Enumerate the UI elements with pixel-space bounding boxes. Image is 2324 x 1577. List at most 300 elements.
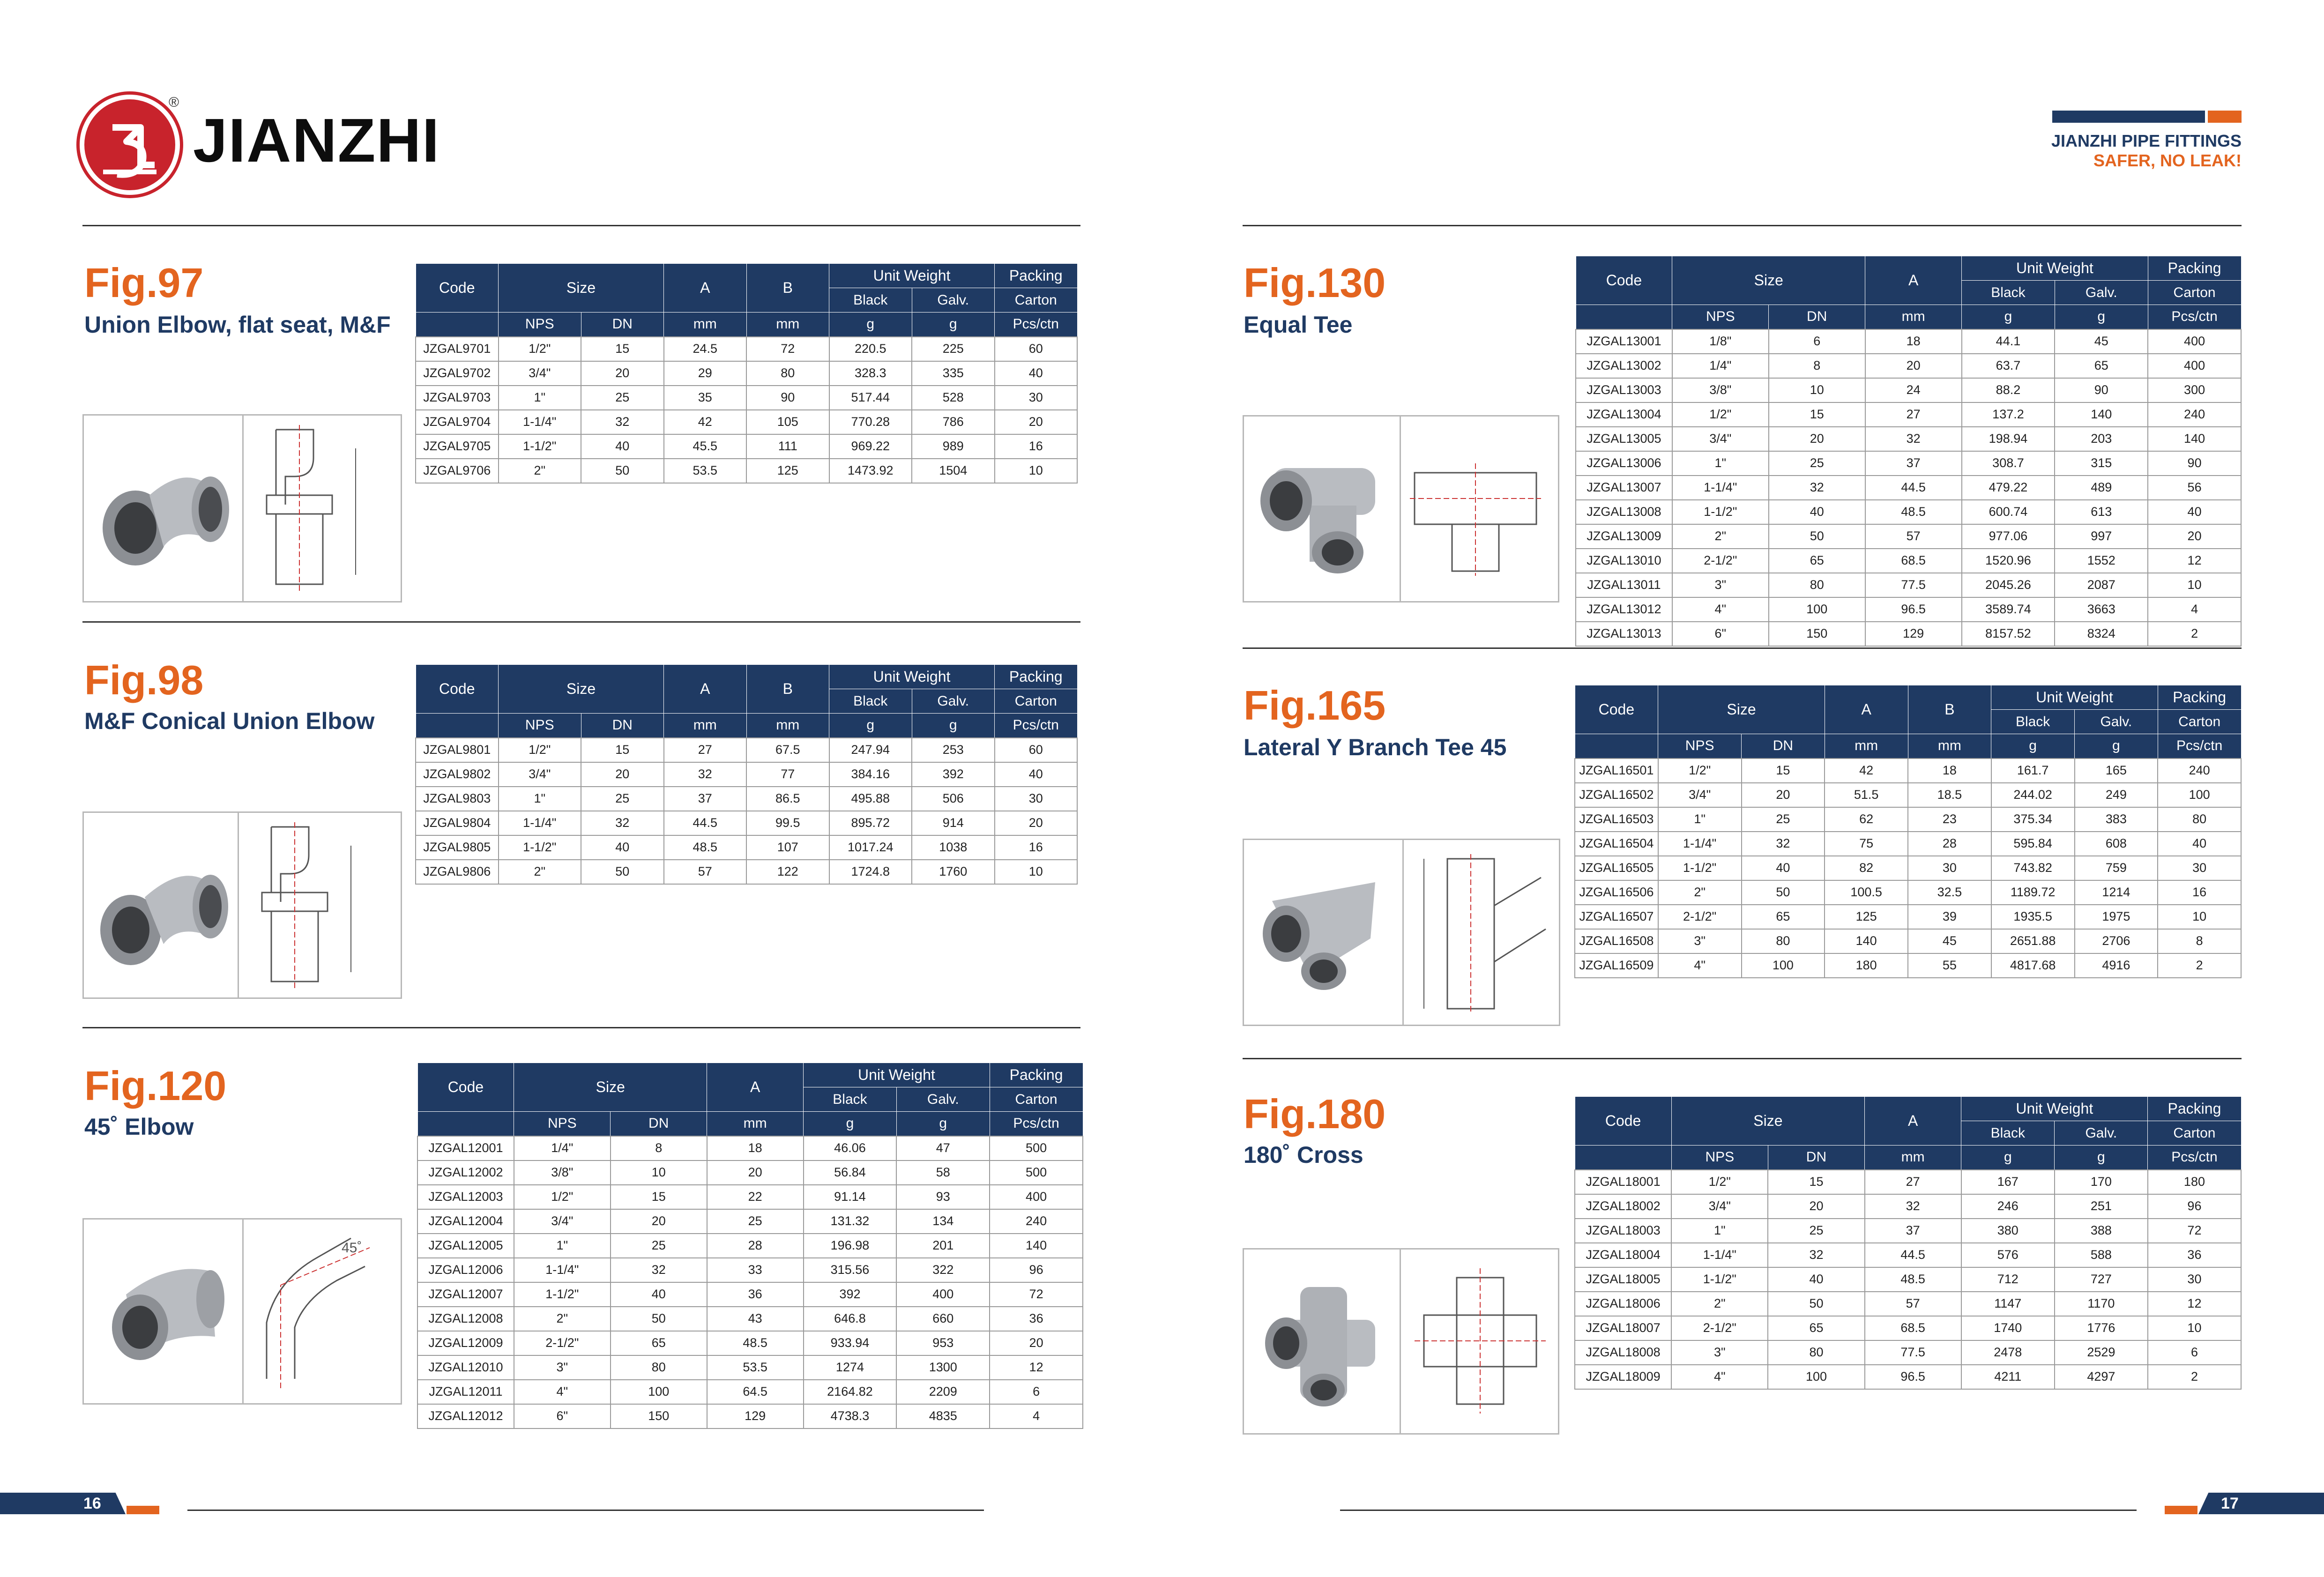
table-cell: 100 [1769,597,1865,622]
table-cell: 743.82 [1991,856,2075,880]
table-cell: 50 [581,459,664,483]
table-cell: 1/4" [1672,354,1769,378]
table-cell: 72 [990,1282,1083,1307]
table-cell: 43 [707,1307,804,1331]
table-cell: 86.5 [746,787,829,811]
fig-number: Fig.130 [1244,260,1386,306]
table-cell: 32 [611,1258,707,1282]
table-row [1576,622,2241,646]
table-cell: 60 [995,337,1078,361]
table-cell: 977.06 [1962,524,2055,549]
table-cell: 80 [746,361,829,386]
cross-photo-icon [1253,1273,1394,1413]
table-cell: 47 [896,1136,990,1160]
equal-tee-drawing-icon [1405,435,1555,585]
table-row [416,386,1077,410]
table-cell: 1/2" [499,337,581,361]
table-row [1575,929,2241,953]
table-cell: 40 [995,762,1078,787]
table-row [1575,880,2241,905]
table-cell: JZGAL18006 [1575,1292,1671,1316]
table-cell: 58 [896,1160,990,1185]
table-cell: 68.5 [1865,549,1962,573]
table-cell: JZGAL16502 [1575,783,1658,807]
table-cell: 125 [746,459,829,483]
table-cell: 90 [746,386,829,410]
table-cell: 253 [912,738,995,762]
table-cell: JZGAL13008 [1576,500,1672,524]
table-row [416,787,1077,811]
table-cell: JZGAL18004 [1575,1243,1671,1267]
col-header-dn: DN [581,714,664,738]
col-header-carton: Carton [995,288,1078,312]
table-cell: 50 [1768,1292,1864,1316]
table-row [1575,1170,2241,1194]
table-cell: JZGAL13002 [1576,354,1672,378]
table-cell: 111 [746,434,829,459]
table-cell: 18 [1865,329,1962,354]
table-cell: 383 [2075,807,2158,832]
product-image-box [1243,839,1560,1026]
col-header-a: A [664,264,747,312]
col-header-size: Size [1658,685,1825,734]
table-row [417,1160,1083,1185]
table-cell: JZGAL13009 [1576,524,1672,549]
product-image-box [82,1218,402,1405]
table-cell: 100 [1768,1365,1864,1389]
table-cell: 35 [664,386,747,410]
table-cell: 247.94 [829,738,912,762]
table-cell: 45.5 [664,434,747,459]
col-header-unit-g: g [912,714,995,738]
col-header-unit-mm: mm [1908,734,1991,759]
table-cell: 2 [2148,622,2241,646]
table-cell: 1-1/2" [1658,856,1742,880]
table-cell: 1552 [2055,549,2148,573]
table-cell: 660 [896,1307,990,1331]
table-cell: 100.5 [1825,880,1908,905]
table-row [1576,524,2241,549]
table-cell: 600.74 [1962,500,2055,524]
brand-name: JIANZHI [193,106,440,175]
col-header-code: Code [416,665,499,714]
table-cell: 180 [1825,953,1908,978]
table-cell: 10 [995,860,1078,884]
table-row [417,1282,1083,1307]
table-cell: 40 [995,361,1078,386]
table-cell: 400 [2148,354,2241,378]
col-header-unit-weight: Unit Weight [804,1063,990,1087]
table-cell: 6 [2148,1340,2241,1365]
table-cell: 20 [995,811,1078,835]
table-cell: 249 [2075,783,2158,807]
table-row [416,738,1077,762]
table-row [1575,807,2241,832]
table-cell: 308.7 [1962,451,2055,476]
table-cell: JZGAL18002 [1575,1194,1671,1219]
table-cell: 44.5 [664,811,747,835]
table-cell: 6 [1769,329,1865,354]
table-cell: JZGAL12012 [417,1404,514,1428]
table-cell: 1189.72 [1991,880,2075,905]
table-cell: 50 [611,1307,707,1331]
fig-name: Union Elbow, flat seat, M&F [84,312,391,338]
product-image-box [82,811,402,999]
table-cell: 22 [707,1185,804,1209]
table-cell: 328.3 [829,361,912,386]
table-cell: 80 [611,1355,707,1380]
table-cell: JZGAL12010 [417,1355,514,1380]
col-header-unit-mm: mm [707,1112,804,1136]
table-cell: 1520.96 [1962,549,2055,573]
table-row [1576,573,2241,597]
col-header-unit-pcs: Pcs/ctn [2158,734,2241,759]
union-elbow-photo-icon [93,434,234,584]
section-divider [1243,1058,2242,1059]
table-cell: JZGAL18009 [1575,1365,1671,1389]
table-cell: 392 [804,1282,897,1307]
page-tab-right [2198,1493,2324,1514]
table-row [1576,427,2241,451]
table-cell: 240 [2148,402,2241,427]
table-cell: 528 [912,386,995,410]
45-elbow-photo-icon [98,1243,238,1384]
table-cell: 180 [2148,1170,2241,1194]
col-header-code: Code [1576,256,1672,305]
product-image-box [1243,415,1559,603]
table-cell: 32 [581,811,664,835]
table-row [1575,1316,2241,1340]
table-cell: 25 [611,1234,707,1258]
table-cell: 10 [995,459,1078,483]
footer-rule [187,1510,984,1511]
table-cell: 3" [1672,573,1769,597]
table-cell: 1975 [2075,905,2158,929]
table-cell: 36 [990,1307,1083,1331]
col-header-size: Size [499,264,664,312]
table-cell: JZGAL12002 [417,1160,514,1185]
table-cell: 786 [912,410,995,434]
table-cell: JZGAL9802 [416,762,499,787]
table-cell: 96 [990,1258,1083,1282]
product-image-box [1243,1248,1559,1435]
table-cell: 100 [2158,783,2241,807]
table-cell: 40 [581,434,664,459]
table-cell: 8 [611,1136,707,1160]
table-cell: 1-1/4" [499,410,581,434]
col-header-dn: DN [1742,734,1825,759]
table-cell: 32 [1768,1243,1864,1267]
col-header-carton: Carton [995,689,1078,714]
table-cell: 953 [896,1331,990,1355]
table-cell: 1/8" [1672,329,1769,354]
table-cell: 8 [1769,354,1865,378]
table-row [1575,1267,2241,1292]
table-cell: 3" [514,1355,611,1380]
col-header-unit-g: g [896,1112,990,1136]
table-cell: 1170 [2055,1292,2148,1316]
fig-number: Fig.120 [84,1063,227,1109]
table-cell: 1" [514,1234,611,1258]
table-row [417,1234,1083,1258]
col-header-unit-pcs: Pcs/ctn [990,1112,1083,1136]
table-cell: 2706 [2075,929,2158,953]
table-cell: 10 [611,1160,707,1185]
table-row [1575,953,2241,978]
table-cell: 16 [2158,880,2241,905]
table-cell: 129 [1865,622,1962,646]
table-cell: JZGAL9701 [416,337,499,361]
spec-table-fig180 [1574,1096,2242,1390]
table-cell: 140 [2148,427,2241,451]
table-row [416,860,1077,884]
table-row [417,1258,1083,1282]
table-cell: 40 [1742,856,1825,880]
table-cell: 32 [664,762,747,787]
table-cell: 134 [896,1209,990,1234]
table-cell: 140 [1825,929,1908,953]
table-cell: 27 [664,738,747,762]
table-cell: JZGAL16506 [1575,880,1658,905]
table-cell: 32.5 [1908,880,1991,905]
table-cell: 989 [912,434,995,459]
col-header-nps: NPS [499,312,581,337]
col-header-size: Size [514,1063,707,1112]
page-tab-left [0,1493,126,1514]
col-header-blank [1575,734,1658,759]
table-cell: 6" [514,1404,611,1428]
table-cell: 44.1 [1962,329,2055,354]
col-header-size: Size [1671,1097,1864,1146]
table-cell: 315 [2055,451,2148,476]
table-cell: 32 [1865,1194,1961,1219]
table-cell: 37 [1865,1219,1961,1243]
table-cell: 45 [2055,329,2148,354]
col-header-carton: Carton [2148,281,2241,305]
table-cell: 32 [1865,427,1962,451]
table-cell: 1/2" [1658,759,1742,783]
table-row [1575,1292,2241,1316]
table-cell: 388 [2055,1219,2148,1243]
page-tab-accent [2165,1506,2197,1514]
col-header-blank [416,714,499,738]
table-row [1575,759,2241,783]
table-cell: 12 [990,1355,1083,1380]
table-row [1575,1365,2241,1389]
y-branch-tee-drawing-icon [1405,849,1560,1018]
table-cell: 3663 [2055,597,2148,622]
table-cell: 1-1/4" [1672,476,1769,500]
table-cell: 8324 [2055,622,2148,646]
table-cell: 246 [1961,1194,2055,1219]
table-cell: 225 [912,337,995,361]
table-cell: 15 [1742,759,1825,783]
table-cell: 2-1/2" [1671,1316,1768,1340]
logo-mark-icon [84,99,175,190]
y-branch-tee-photo-icon [1253,863,1394,1004]
col-header-galv: Galv. [2055,1121,2148,1146]
table-row [1576,378,2241,402]
table-cell: 131.32 [804,1209,897,1234]
table-cell: 18 [1908,759,1991,783]
table-cell: 770.28 [829,410,912,434]
table-cell: 1/2" [1671,1170,1768,1194]
fig-number: Fig.165 [1244,682,1386,729]
table-cell: 315.56 [804,1258,897,1282]
table-cell: 1-1/2" [1672,500,1769,524]
table-cell: 244.02 [1991,783,2075,807]
col-header-nps: NPS [514,1112,611,1136]
table-cell: 400 [2148,329,2241,354]
table-cell: 20 [1768,1194,1864,1219]
col-header-unit-g: g [1961,1146,2055,1170]
table-cell: 36 [2148,1243,2241,1267]
table-cell: 3/8" [1672,378,1769,402]
col-header-unit-g: g [2055,305,2148,329]
col-header-carton: Carton [990,1087,1083,1112]
table-cell: 165 [2075,759,2158,783]
table-cell: 122 [746,860,829,884]
col-header-nps: NPS [1671,1146,1768,1170]
table-cell: 15 [581,337,664,361]
col-header-size: Size [499,665,664,714]
table-row [1575,783,2241,807]
table-cell: 576 [1961,1243,2055,1267]
table-cell: 2651.88 [1991,929,2075,953]
table-cell: 25 [581,386,664,410]
table-cell: 4" [514,1380,611,1404]
table-cell: JZGAL12011 [417,1380,514,1404]
table-cell: 4" [1671,1365,1768,1389]
table-cell: JZGAL16503 [1575,807,1658,832]
table-cell: 220.5 [829,337,912,361]
table-cell: 500 [990,1160,1083,1185]
table-cell: JZGAL16504 [1575,832,1658,856]
table-cell: 1147 [1961,1292,2055,1316]
table-cell: 375.34 [1991,807,2075,832]
table-row [1575,905,2241,929]
table-cell: 96 [2148,1194,2241,1219]
table-cell: 129 [707,1404,804,1428]
table-cell: JZGAL9706 [416,459,499,483]
table-cell: 1/2" [1672,402,1769,427]
table-cell: 72 [746,337,829,361]
table-row [1575,1243,2241,1267]
table-cell: 1" [499,386,581,410]
table-cell: 1-1/4" [1658,832,1742,856]
table-cell: 15 [611,1185,707,1209]
table-cell: JZGAL12009 [417,1331,514,1355]
table-cell: 75 [1825,832,1908,856]
section-divider [82,1027,1080,1028]
table-cell: JZGAL18003 [1575,1219,1671,1243]
col-header-dn: DN [1768,1146,1864,1170]
conical-union-elbow-photo-icon [93,832,234,982]
table-cell: 2478 [1961,1340,2055,1365]
table-cell: 20 [707,1160,804,1185]
table-cell: 28 [1908,832,1991,856]
union-elbow-drawing-icon [248,420,398,598]
col-header-galv: Galv. [896,1087,990,1112]
table-cell: 24.5 [664,337,747,361]
col-header-unit-g: g [1991,734,2075,759]
table-cell: JZGAL16508 [1575,929,1658,953]
table-cell: 3589.74 [1962,597,2055,622]
table-cell: 100 [1742,953,1825,978]
col-header-dn: DN [1769,305,1865,329]
table-cell: 80 [1769,573,1865,597]
table-cell: 30 [995,787,1078,811]
table-cell: 196.98 [804,1234,897,1258]
table-cell: 3/8" [514,1160,611,1185]
table-cell: 3" [1671,1340,1768,1365]
fig-name: M&F Conical Union Elbow [84,708,375,734]
table-cell: 42 [664,410,747,434]
table-cell: JZGAL13006 [1576,451,1672,476]
col-header-unit-weight: Unit Weight [829,665,995,689]
table-cell: 150 [611,1404,707,1428]
table-cell: 1760 [912,860,995,884]
table-row [417,1307,1083,1331]
table-row [416,434,1077,459]
table-cell: 25 [707,1209,804,1234]
table-cell: JZGAL9803 [416,787,499,811]
table-cell: JZGAL9804 [416,811,499,835]
table-cell: 30 [995,386,1078,410]
table-cell: 1/2" [499,738,581,762]
spec-table-fig120 [417,1063,1083,1429]
table-cell: 1-1/4" [1671,1243,1768,1267]
col-header-unit-mm: mm [664,714,747,738]
table-cell: 1/2" [514,1185,611,1209]
table-row [416,337,1077,361]
table-cell: 2" [514,1307,611,1331]
col-header-unit-g: g [2055,1146,2148,1170]
table-cell: 2209 [896,1380,990,1404]
table-row [1576,451,2241,476]
table-cell: 105 [746,410,829,434]
table-cell: 40 [1769,500,1865,524]
table-cell: 170 [2055,1170,2148,1194]
table-cell: 18 [707,1136,804,1160]
table-cell: 646.8 [804,1307,897,1331]
table-cell: JZGAL12006 [417,1258,514,1282]
conical-union-elbow-drawing-icon [243,818,393,996]
table-row [417,1355,1083,1380]
tagline-secondary: SAFER, NO LEAK! [2093,151,2242,170]
col-header-unit-mm: mm [1865,305,1962,329]
section-divider [82,225,1080,226]
table-cell: 1740 [1961,1316,2055,1340]
table-cell: 25 [1769,451,1865,476]
registered-mark: ® [169,95,179,110]
table-cell: 91.14 [804,1185,897,1209]
table-cell: 77.5 [1865,573,1962,597]
table-row [417,1404,1083,1428]
table-row [417,1209,1083,1234]
col-header-unit-mm: mm [664,312,747,337]
col-header-blank [1576,305,1672,329]
table-cell: 40 [2158,832,2241,856]
table-cell: 20 [1865,354,1962,378]
table-cell: 42 [1825,759,1908,783]
table-cell: 759 [2075,856,2158,880]
footer-rule [1340,1510,2137,1511]
table-cell: 500 [990,1136,1083,1160]
table-cell: JZGAL13004 [1576,402,1672,427]
table-cell: 16 [995,835,1078,860]
table-cell: 51.5 [1825,783,1908,807]
